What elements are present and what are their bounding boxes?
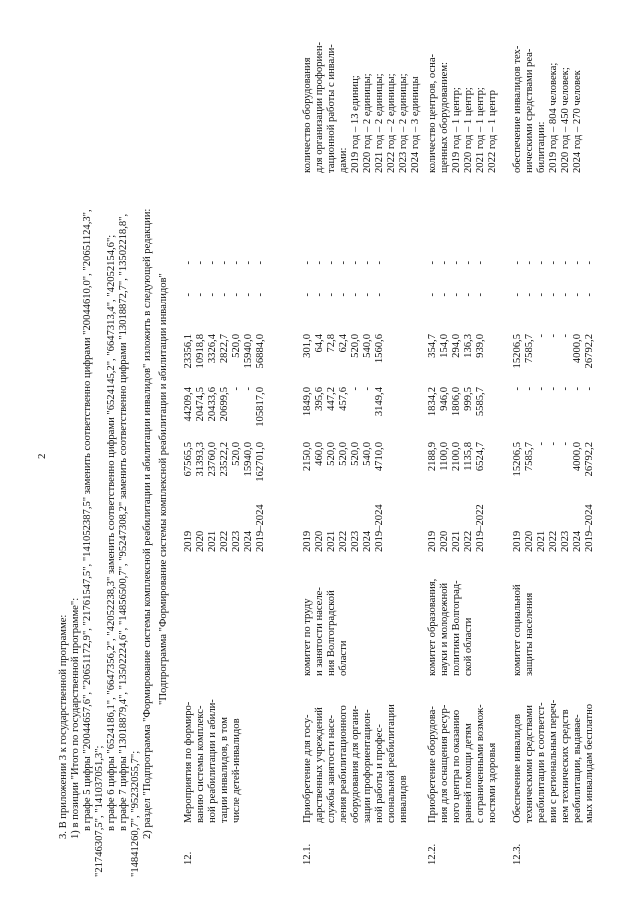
row-local-line: - bbox=[536, 293, 547, 297]
amendment-intro bbox=[58, 17, 154, 877]
row-federal-line: 395,6 bbox=[314, 387, 325, 411]
row-extrabudgetary bbox=[427, 261, 487, 289]
row-regional-line: 7585,7 bbox=[524, 334, 535, 364]
row-regional bbox=[427, 334, 487, 380]
row-regional-line: 10918,8 bbox=[195, 334, 206, 369]
row-result-line: 2020 год – 2 единицы; bbox=[362, 73, 373, 173]
row-years bbox=[512, 494, 596, 552]
row-years-line: 2020 bbox=[195, 530, 206, 552]
row-federal-line: 44209,4 bbox=[183, 387, 194, 422]
row-total-line: 1100,0 bbox=[439, 442, 450, 471]
row-total-line: - bbox=[548, 442, 559, 446]
intro-line: 1) в позиции "Итого по государственной программе": bbox=[70, 597, 81, 839]
row-extrabudgetary-line: - bbox=[572, 261, 583, 265]
row-federal-line: 999,5 bbox=[463, 387, 474, 411]
row-years bbox=[302, 494, 386, 552]
row-local-line: - bbox=[439, 293, 450, 297]
row-local-line: - bbox=[463, 293, 474, 297]
row-title-line: нем технических средств bbox=[560, 709, 571, 823]
row-federal-line: - bbox=[362, 387, 373, 391]
intro-line: в графе 6 цифры "6524186,1", "6647356,2", "42052238,3" заменить соответственно цифрами "6524145,2", "6647313,4", "42052154,6"; bbox=[106, 234, 117, 831]
row-result-line: 2019 год – 1 центр; bbox=[451, 87, 462, 173]
row-total-line: 67565,5 bbox=[183, 442, 194, 477]
row-regional-line: 540,0 bbox=[362, 334, 373, 358]
row-result-line: билитации: bbox=[536, 121, 547, 173]
row-federal-line: 1834,2 bbox=[427, 387, 438, 417]
row-result-line: количество оборудования bbox=[302, 57, 313, 173]
row-federal-line: 1806,0 bbox=[451, 387, 462, 417]
row-extrabudgetary-line: - bbox=[451, 261, 462, 265]
row-federal-line: - bbox=[584, 387, 595, 391]
row-title-line: реабилитации в соответст- bbox=[536, 702, 547, 823]
row-result-line: количество центров, осна- bbox=[427, 53, 438, 173]
row-total-line: 23760,0 bbox=[207, 442, 218, 477]
row-title-line: дарственных учреждений bbox=[314, 707, 325, 823]
row-result-line: ническими средствами реа- bbox=[524, 48, 535, 173]
row-result-line: 2022 год – 2 единицы; bbox=[386, 73, 397, 173]
row-years-line: 2019 bbox=[183, 530, 194, 552]
row-local bbox=[302, 293, 386, 327]
row-number bbox=[427, 839, 439, 865]
row-extrabudgetary-line: - bbox=[374, 261, 385, 265]
row-number-line: 12.3. bbox=[512, 843, 523, 865]
row-federal-line: - bbox=[536, 387, 547, 391]
row-regional-line: - bbox=[536, 334, 547, 338]
row-federal-line: - bbox=[512, 387, 523, 391]
row-local-line: - bbox=[183, 293, 194, 297]
row-local-line: - bbox=[560, 293, 571, 297]
row-local-line: - bbox=[338, 293, 349, 297]
row-number bbox=[183, 839, 195, 865]
row-result-line: 2021 год – 1 центр; bbox=[475, 87, 486, 173]
row-local-line: - bbox=[524, 293, 535, 297]
row-result-line: 2020 год – 450 человек; bbox=[560, 67, 571, 173]
row-executor-line: комитет образования, bbox=[427, 578, 438, 676]
row-extrabudgetary-line: - bbox=[439, 261, 450, 265]
row-number-line: 12. bbox=[183, 851, 194, 865]
row-executor-line: комитет социальной bbox=[512, 584, 523, 676]
row-result-line: для организации профориен- bbox=[314, 41, 325, 173]
row-executor-line: области bbox=[338, 640, 349, 676]
row-extrabudgetary-line: - bbox=[326, 261, 337, 265]
row-total-line: 162701,0 bbox=[255, 442, 266, 482]
row-total-line: 7585,7 bbox=[524, 442, 535, 472]
row-executor bbox=[302, 564, 350, 676]
row-years-line: 2019–2024 bbox=[584, 504, 595, 552]
row-federal-line: - bbox=[572, 387, 583, 391]
row-local-line: - bbox=[584, 293, 595, 297]
row-title-line: инвалидов bbox=[398, 775, 409, 823]
row-total bbox=[302, 442, 386, 490]
row-regional-line: 354,7 bbox=[427, 334, 438, 358]
intro-line: в графе 7 цифры "13018879,4", "13502224,6", "14856500,7", "95247308,2" заменить соответственно цифрами "13018872,7", "13502218,8", bbox=[118, 213, 129, 831]
row-years-line: 2019 bbox=[302, 530, 313, 552]
row-executor-line: и занятости населе- bbox=[314, 587, 325, 676]
row-extrabudgetary bbox=[512, 261, 596, 289]
row-extrabudgetary-line: - bbox=[362, 261, 373, 265]
row-years-line: 2021 bbox=[326, 530, 337, 552]
row-local bbox=[427, 293, 487, 327]
row-title-line: ванию системы комплекс- bbox=[195, 705, 206, 823]
row-total-line: 520,0 bbox=[326, 442, 337, 466]
row-total bbox=[512, 442, 596, 490]
row-local-line: - bbox=[255, 293, 266, 297]
row-federal-line: - bbox=[548, 387, 559, 391]
row-extrabudgetary-line: - bbox=[536, 261, 547, 265]
row-executor-line: защиты населения bbox=[524, 592, 535, 676]
row-years-line: 2021 bbox=[451, 530, 462, 552]
row-total-line: 540,0 bbox=[362, 442, 373, 466]
row-local bbox=[512, 293, 596, 327]
row-extrabudgetary-line: - bbox=[243, 261, 254, 265]
row-federal-line: 20433,6 bbox=[207, 387, 218, 422]
row-extrabudgetary-line: - bbox=[512, 261, 523, 265]
row-extrabudgetary-line: - bbox=[219, 261, 230, 265]
row-total-line: 4000,0 bbox=[572, 442, 583, 472]
row-federal-line: 1849,0 bbox=[302, 387, 313, 417]
row-total-line: 520,0 bbox=[350, 442, 361, 466]
row-years-line: 2023 bbox=[560, 530, 571, 552]
row-number bbox=[302, 839, 314, 865]
row-total bbox=[427, 442, 487, 490]
row-years-line: 2019–2024 bbox=[374, 504, 385, 552]
row-local-line: - bbox=[572, 293, 583, 297]
row-extrabudgetary-line: - bbox=[560, 261, 571, 265]
row-years-line: 2022 bbox=[548, 530, 559, 552]
row-result-line: щенных оборудованием: bbox=[439, 62, 450, 173]
row-federal-line: 20699,5 bbox=[219, 387, 230, 422]
row-federal-line: - bbox=[243, 387, 254, 391]
row-regional-line: 62,4 bbox=[338, 334, 349, 353]
row-regional-line: 520,0 bbox=[231, 334, 242, 358]
row-years-line: 2023 bbox=[231, 530, 242, 552]
row-result-line: тационной работы с инвали- bbox=[326, 44, 337, 173]
row-result-line: 2023 год – 2 единицы; bbox=[398, 73, 409, 173]
row-executor-line: ния Волгоградской bbox=[326, 590, 337, 676]
row-executor-line: политики Волгоград- bbox=[451, 580, 462, 676]
row-title-line: сиональной реабилитации bbox=[386, 704, 397, 823]
row-title-line: оборудования для органи- bbox=[350, 705, 361, 823]
row-total-line: 2150,0 bbox=[302, 442, 313, 472]
row-number-line: 12.1. bbox=[302, 843, 313, 865]
row-local-line: - bbox=[314, 293, 325, 297]
row-extrabudgetary-line: - bbox=[463, 261, 474, 265]
row-result bbox=[427, 31, 499, 173]
row-title-line: техническими средствами bbox=[524, 705, 535, 823]
row-title bbox=[512, 701, 596, 823]
row-result-line: обеспечение инвалидов тех- bbox=[512, 45, 523, 173]
intro-line: "21746307,5", "141037051,3"; bbox=[94, 745, 105, 877]
row-number-line: 12.2. bbox=[427, 843, 438, 865]
row-federal-line: 20474,5 bbox=[195, 387, 206, 422]
row-local-line: - bbox=[427, 293, 438, 297]
row-regional-line: 15206,5 bbox=[512, 334, 523, 369]
row-federal-line: - bbox=[231, 387, 242, 391]
row-extrabudgetary-line: - bbox=[314, 261, 325, 265]
row-years-line: 2022 bbox=[338, 530, 349, 552]
row-total bbox=[183, 442, 267, 490]
row-regional-line: 3326,4 bbox=[207, 334, 218, 364]
row-extrabudgetary bbox=[302, 261, 386, 289]
row-regional-line: 15940,0 bbox=[243, 334, 254, 369]
row-number bbox=[512, 839, 524, 865]
row-local-line: - bbox=[374, 293, 385, 297]
row-result bbox=[512, 31, 584, 173]
row-title-line: с ограниченными возмож- bbox=[475, 704, 486, 823]
row-years-line: 2019–2022 bbox=[475, 504, 486, 552]
row-local-line: - bbox=[350, 293, 361, 297]
row-local-line: - bbox=[548, 293, 559, 297]
row-result-line: 2019 год – 13 единиц; bbox=[350, 75, 361, 173]
row-title-line: Обеспечение инвалидов bbox=[512, 713, 523, 823]
row-regional-line: 939,0 bbox=[475, 334, 486, 358]
row-extrabudgetary-line: - bbox=[548, 261, 559, 265]
row-total-line: 26792,2 bbox=[584, 442, 595, 477]
row-federal-line: 447,2 bbox=[326, 387, 337, 411]
row-years-line: 2023 bbox=[350, 530, 361, 552]
row-local-line: - bbox=[475, 293, 486, 297]
row-total-line: 31393,3 bbox=[195, 442, 206, 477]
row-years-line: 2021 bbox=[207, 530, 218, 552]
row-title-line: реабилитации, выдавае- bbox=[572, 714, 583, 823]
row-years bbox=[427, 494, 487, 552]
row-regional-line: 64,4 bbox=[314, 334, 325, 353]
row-result-line: 2019 год – 804 человека; bbox=[548, 62, 559, 173]
row-extrabudgetary-line: - bbox=[255, 261, 266, 265]
row-executor bbox=[512, 564, 536, 676]
row-regional bbox=[183, 334, 267, 380]
row-title bbox=[302, 701, 410, 823]
row-regional-line: 72,8 bbox=[326, 334, 337, 353]
row-years-line: 2024 bbox=[362, 530, 373, 552]
row-title-line: ной работы и профес- bbox=[374, 724, 385, 823]
row-regional-line: 154,0 bbox=[439, 334, 450, 358]
intro-line: 3. В приложении 3 к государственной программе: bbox=[58, 614, 69, 839]
row-extrabudgetary-line: - bbox=[302, 261, 313, 265]
row-regional-line: 136,3 bbox=[463, 334, 474, 358]
row-federal bbox=[183, 387, 267, 433]
row-executor bbox=[427, 564, 475, 676]
row-local-line: - bbox=[195, 293, 206, 297]
row-result bbox=[302, 31, 422, 173]
row-extrabudgetary-line: - bbox=[475, 261, 486, 265]
row-total-line: 460,0 bbox=[314, 442, 325, 466]
row-regional-line: 56884,0 bbox=[255, 334, 266, 369]
row-executor-line: ской области bbox=[463, 617, 474, 676]
row-regional-line: 4000,0 bbox=[572, 334, 583, 364]
row-regional bbox=[512, 334, 596, 380]
row-extrabudgetary-line: - bbox=[207, 261, 218, 265]
row-years bbox=[183, 494, 267, 552]
row-result-line: 2024 год – 3 единицы bbox=[410, 76, 421, 173]
row-result-line: дами: bbox=[338, 147, 349, 173]
row-federal-line: 5585,7 bbox=[475, 387, 486, 417]
row-title-line: зации профориентацион- bbox=[362, 709, 373, 823]
row-title-line: мых инвалидам бесплатно bbox=[584, 703, 595, 823]
row-extrabudgetary-line: - bbox=[427, 261, 438, 265]
row-regional-line: - bbox=[560, 334, 571, 338]
row-years-line: 2019 bbox=[512, 530, 523, 552]
row-years-line: 2019 bbox=[427, 530, 438, 552]
row-result-line: 2021 год – 2 единицы; bbox=[374, 73, 385, 173]
row-years-line: 2022 bbox=[219, 530, 230, 552]
intro-line: 2) раздел "Подпрограмма "Формирование системы комплексной реабилитации и абилитации инвалидов" изложить в следующей редакции: bbox=[142, 208, 153, 839]
row-regional bbox=[302, 334, 386, 380]
row-title-line: ранней помощи детям bbox=[463, 723, 474, 823]
row-total-line: 2188,9 bbox=[427, 442, 438, 472]
row-total-line: - bbox=[536, 442, 547, 446]
row-total-line: 15206,5 bbox=[512, 442, 523, 477]
row-federal-line: - bbox=[560, 387, 571, 391]
intro-line: "14841260,7", "95232055,7"; bbox=[130, 750, 141, 877]
row-federal-line: - bbox=[350, 387, 361, 391]
row-federal bbox=[302, 387, 386, 433]
row-title-line: Приобретение для госу- bbox=[302, 714, 313, 823]
row-extrabudgetary-line: - bbox=[195, 261, 206, 265]
row-extrabudgetary-line: - bbox=[231, 261, 242, 265]
row-years-line: 2020 bbox=[439, 530, 450, 552]
row-years-line: 2024 bbox=[572, 530, 583, 552]
row-years-line: 2021 bbox=[536, 530, 547, 552]
row-federal-line: 105817,0 bbox=[255, 387, 266, 427]
row-years-line: 2020 bbox=[314, 530, 325, 552]
row-executor-line: науки и молодежной bbox=[439, 582, 450, 676]
row-total-line: 15940,0 bbox=[243, 442, 254, 477]
row-local-line: - bbox=[362, 293, 373, 297]
subprogram-heading: "Подпрограмма "Формирование системы комплексной реабилитации и абилитации инвалидов" bbox=[158, 273, 169, 705]
row-regional-line: 1560,6 bbox=[374, 334, 385, 364]
row-total-line: 4710,0 bbox=[374, 442, 385, 472]
row-years-line: 2019–2024 bbox=[255, 504, 266, 552]
row-result-line: 2020 год – 1 центр; bbox=[463, 87, 474, 173]
row-extrabudgetary-line: - bbox=[183, 261, 194, 265]
row-total-line: - bbox=[560, 442, 571, 446]
row-local-line: - bbox=[302, 293, 313, 297]
row-title bbox=[427, 701, 499, 823]
row-result-line: 2022 год – 1 центр bbox=[487, 90, 498, 173]
row-executor-line: комитет по труду bbox=[302, 598, 313, 676]
row-regional-line: 301,0 bbox=[302, 334, 313, 358]
row-federal bbox=[512, 387, 596, 433]
row-extrabudgetary-line: - bbox=[584, 261, 595, 265]
row-federal-line: 3149,4 bbox=[374, 387, 385, 417]
row-extrabudgetary-line: - bbox=[350, 261, 361, 265]
row-local-line: - bbox=[243, 293, 254, 297]
row-extrabudgetary-line: - bbox=[524, 261, 535, 265]
row-federal-line: 946,0 bbox=[439, 387, 450, 411]
row-total-line: 6524,7 bbox=[475, 442, 486, 472]
page-number: 2 bbox=[36, 453, 48, 459]
row-regional-line: 23356,1 bbox=[183, 334, 194, 369]
row-title-line: Мероприятия по формиро- bbox=[183, 701, 194, 823]
row-extrabudgetary bbox=[183, 261, 267, 289]
intro-line: в графе 5 цифры "20044657,6", "20651172,9", "21761547,5", "141052387,5" заменить соответственно цифрами "20044610,0", "20651124,3", bbox=[82, 209, 93, 831]
row-regional-line: 294,0 bbox=[451, 334, 462, 358]
row-title-line: ностями здоровья bbox=[487, 742, 498, 823]
row-regional-line: 26792,2 bbox=[584, 334, 595, 369]
row-federal-line: - bbox=[524, 387, 535, 391]
row-total-line: 23522,2 bbox=[219, 442, 230, 477]
row-title-line: службы занятости насе- bbox=[326, 714, 337, 823]
row-federal bbox=[427, 387, 487, 433]
row-title-line: ния для оснащения ресур- bbox=[439, 704, 450, 823]
row-title-line: вии с региональным переч- bbox=[548, 699, 559, 823]
row-local-line: - bbox=[231, 293, 242, 297]
row-total-line: 1135,8 bbox=[463, 442, 474, 471]
row-years-line: 2024 bbox=[243, 530, 254, 552]
row-regional-line: 520,0 bbox=[350, 334, 361, 358]
row-local-line: - bbox=[219, 293, 230, 297]
row-total-line: 2100,0 bbox=[451, 442, 462, 472]
row-title-line: числе детей-инвалидов bbox=[231, 718, 242, 823]
row-local-line: - bbox=[451, 293, 462, 297]
row-total-line: 520,0 bbox=[231, 442, 242, 466]
row-title-line: ного центра по оказанию bbox=[451, 709, 462, 823]
row-years-line: 2022 bbox=[463, 530, 474, 552]
row-result-line: 2024 год – 270 человек bbox=[572, 70, 583, 173]
row-total-line: 520,0 bbox=[338, 442, 349, 466]
row-extrabudgetary-line: - bbox=[338, 261, 349, 265]
row-local bbox=[183, 293, 267, 327]
row-federal-line: 457,6 bbox=[338, 387, 349, 411]
row-title-line: ления реабилитационного bbox=[338, 705, 349, 823]
row-local-line: - bbox=[207, 293, 218, 297]
row-regional-line: - bbox=[548, 334, 559, 338]
row-title bbox=[183, 701, 243, 823]
row-years-line: 2020 bbox=[524, 530, 535, 552]
row-local-line: - bbox=[512, 293, 523, 297]
row-title-line: тации инвалидов, в том bbox=[219, 717, 230, 823]
row-title-line: ной реабилитации и абили- bbox=[207, 699, 218, 823]
row-title-line: Приобретение оборудова- bbox=[427, 706, 438, 823]
row-local-line: - bbox=[326, 293, 337, 297]
row-regional-line: 2822,7 bbox=[219, 334, 230, 364]
